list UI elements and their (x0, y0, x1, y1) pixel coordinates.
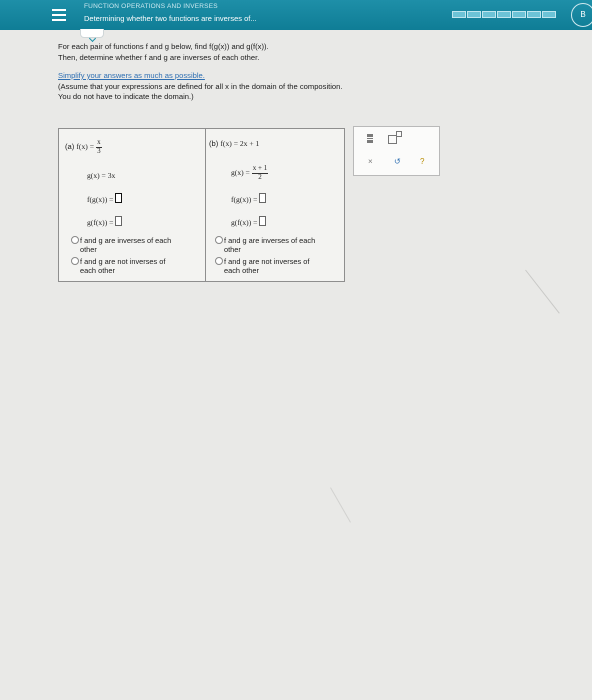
part-a-gf-input[interactable] (115, 216, 122, 226)
instructions (58, 42, 458, 103)
clear-button[interactable]: × (368, 157, 373, 166)
part-b-option-inverses-line2: other (224, 244, 241, 254)
assume-line-1: (Assume that your expressions are defined for all x in the domain of the composition. (58, 81, 343, 91)
part-b-option-not-inverses-line2: each other (224, 265, 259, 275)
part-a-gf-row (87, 216, 122, 227)
part-b-option-not-inverses-line1: f and g are not inverses of (224, 257, 310, 266)
part-a-f (65, 139, 102, 155)
part-b-g-numerator: x + 1 (252, 164, 268, 172)
paper-crease (330, 487, 351, 522)
part-a-option-inverses-line1: f and g are inverses of each (80, 236, 172, 245)
part-a-f-expr: f(x) = (76, 142, 94, 151)
part-b-gf-input[interactable] (259, 216, 266, 226)
part-b-label: (b) (209, 139, 219, 148)
part-b-gf-label: g(f(x)) = (231, 218, 258, 227)
collapse-toggle[interactable] (80, 29, 104, 38)
math-toolbar (353, 126, 440, 176)
assume-line-2: You do not have to indicate the domain.) (58, 92, 194, 101)
part-a-option-inverses-line2: other (80, 244, 97, 254)
part-a-label: (a) (65, 142, 75, 151)
part-a-f-fraction (96, 139, 102, 155)
radio-icon[interactable] (71, 257, 79, 265)
radio-icon[interactable] (71, 236, 79, 244)
answer-table (58, 128, 345, 282)
part-b-g (231, 165, 268, 181)
part-b-f (209, 139, 259, 148)
chevron-down-icon (88, 35, 95, 42)
radio-icon[interactable] (215, 236, 223, 244)
fraction-icon[interactable] (367, 134, 373, 144)
part-a-g: g(x) = 3x (87, 171, 116, 180)
part-a-f-denominator: 3 (97, 146, 101, 155)
page-title: Determining whether two functions are inverses of... (84, 14, 257, 23)
part-b-option-not-inverses[interactable] (215, 257, 415, 275)
paper-crease (525, 270, 560, 314)
part-b-g-label: g(x) = (231, 167, 250, 177)
top-bar (0, 0, 592, 30)
part-b-fg-row (231, 193, 266, 204)
avatar[interactable]: B (571, 3, 592, 27)
part-b-g-denominator: 2 (258, 172, 262, 181)
part-b-f-expr: f(x) = 2x + 1 (220, 139, 260, 148)
part-b-option-inverses[interactable] (215, 236, 415, 254)
part-b-option-inverses-line1: f and g are inverses of each (224, 236, 316, 245)
simplify-link[interactable]: Simplify your answers as much as possible. (58, 71, 205, 80)
part-b-gf-row (231, 216, 266, 227)
help-button[interactable]: ? (420, 157, 425, 166)
progress-bar (452, 11, 556, 18)
instruction-line-1: For each pair of functions f and g below, find f(g(x)) and g(f(x)). (58, 42, 269, 51)
instruction-line-2: Then, determine whether f and g are inverses of each other. (58, 52, 260, 62)
breadcrumb: FUNCTION OPERATIONS AND INVERSES (84, 3, 218, 10)
part-a-gf-label: g(f(x)) = (87, 218, 114, 227)
radio-icon[interactable] (215, 257, 223, 265)
part-a-fg-row (87, 193, 122, 204)
part-b-fg-input[interactable] (259, 193, 266, 203)
part-a-option-not-inverses-line1: f and g are not inverses of (80, 257, 166, 266)
part-a-fg-input[interactable] (115, 193, 122, 203)
exponent-icon[interactable] (388, 135, 397, 144)
undo-button[interactable]: ↺ (394, 157, 401, 166)
menu-icon[interactable] (52, 9, 66, 24)
part-b-fg-label: f(g(x)) = (231, 195, 258, 204)
part-a-option-not-inverses-line2: each other (80, 265, 115, 275)
part-a-f-numerator: x (97, 138, 101, 146)
part-a-fg-label: f(g(x)) = (87, 195, 114, 204)
part-b-g-fraction (252, 165, 268, 181)
